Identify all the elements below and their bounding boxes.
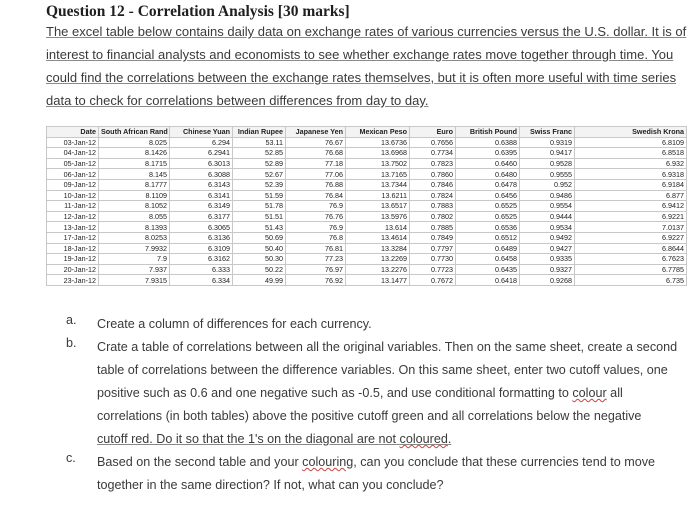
- table-cell: 76.81: [286, 243, 346, 254]
- table-cell: 0.6525: [456, 201, 520, 212]
- table-cell: 13.2276: [346, 264, 410, 275]
- table-cell: 6.333: [170, 264, 233, 275]
- column-header: Japanese Yen: [286, 127, 346, 138]
- table-cell: 0.7734: [410, 148, 456, 159]
- table-cell: 50.22: [233, 264, 286, 275]
- table-cell: 76.8: [286, 232, 346, 243]
- table-cell: 52.39: [233, 179, 286, 190]
- column-header: Date: [47, 127, 99, 138]
- table-cell: 50.69: [233, 232, 286, 243]
- table-cell: 13.6968: [346, 148, 410, 159]
- table-cell: 6.3162: [170, 254, 233, 265]
- table-cell: 76.84: [286, 190, 346, 201]
- table-cell: 6.735: [575, 275, 687, 286]
- table-cell: 09-Jan-12: [47, 179, 99, 190]
- item-line: Based on the second table and your colouring, can you conclude that these currencies tend to move: [97, 455, 655, 469]
- table-cell: 11-Jan-12: [47, 201, 99, 212]
- table-cell: 18-Jan-12: [47, 243, 99, 254]
- table-cell: 04-Jan-12: [47, 148, 99, 159]
- table-cell: 6.8518: [575, 148, 687, 159]
- table-cell: 0.9528: [520, 158, 575, 169]
- table-cell: 6.9184: [575, 179, 687, 190]
- table-cell: 50.30: [233, 254, 286, 265]
- table-cell: 76.92: [286, 275, 346, 286]
- table-cell: 51.43: [233, 222, 286, 233]
- table-cell: 13.5976: [346, 211, 410, 222]
- table-cell: 7.9932: [99, 243, 170, 254]
- table-cell: 13.7344: [346, 179, 410, 190]
- exchange-rate-table: [46, 126, 687, 286]
- table-cell: 0.7656: [410, 137, 456, 148]
- table-cell: 77.06: [286, 169, 346, 180]
- intro-line: The excel table below contains daily data on exchange rates of various currencies versus the U.S. dollar. It is of: [46, 24, 687, 39]
- table-cell: 6.3143: [170, 179, 233, 190]
- table-row: [47, 148, 687, 159]
- table-row: [47, 169, 687, 180]
- table-cell: 8.1109: [99, 190, 170, 201]
- column-header: British Pound: [456, 127, 520, 138]
- question-title: Question 12 - Correlation Analysis [30 marks]: [46, 3, 350, 20]
- table-cell: 23-Jan-12: [47, 275, 99, 286]
- table-cell: 76.68: [286, 148, 346, 159]
- table-cell: 12-Jan-12: [47, 211, 99, 222]
- table-cell: 76.9: [286, 222, 346, 233]
- table-cell: 13.2269: [346, 254, 410, 265]
- table-row: [47, 254, 687, 265]
- table-cell: 0.6458: [456, 254, 520, 265]
- table-cell: 6.9221: [575, 211, 687, 222]
- table-cell: 6.3109: [170, 243, 233, 254]
- table-cell: 0.7730: [410, 254, 456, 265]
- table-cell: 10-Jan-12: [47, 190, 99, 201]
- table-cell: 8.145: [99, 169, 170, 180]
- table-cell: 13.4614: [346, 232, 410, 243]
- column-header: Mexican Peso: [346, 127, 410, 138]
- item-label: b.: [66, 336, 77, 350]
- table-cell: 0.9327: [520, 264, 575, 275]
- table-cell: 0.6489: [456, 243, 520, 254]
- table-cell: 6.3065: [170, 222, 233, 233]
- table-cell: 0.6388: [456, 137, 520, 148]
- table-cell: 0.9554: [520, 201, 575, 212]
- table-cell: 8.1052: [99, 201, 170, 212]
- intro-line: data to check for correlations between differences from day to day.: [46, 93, 429, 108]
- table-cell: 6.3149: [170, 201, 233, 212]
- table-cell: 0.6478: [456, 179, 520, 190]
- table-cell: 8.055: [99, 211, 170, 222]
- table-cell: 17-Jan-12: [47, 232, 99, 243]
- column-header: Euro: [410, 127, 456, 138]
- table-row: [47, 264, 687, 275]
- table-cell: 0.6512: [456, 232, 520, 243]
- question-item-c: [66, 451, 686, 497]
- table-cell: 0.7723: [410, 264, 456, 275]
- table-cell: 0.7846: [410, 179, 456, 190]
- table-cell: 0.9555: [520, 169, 575, 180]
- table-cell: 8.1393: [99, 222, 170, 233]
- table-cell: 06-Jan-12: [47, 169, 99, 180]
- table-cell: 6.294: [170, 137, 233, 148]
- table-cell: 0.6525: [456, 211, 520, 222]
- table-cell: 6.2941: [170, 148, 233, 159]
- table-cell: 13.7165: [346, 169, 410, 180]
- table-cell: 8.1715: [99, 158, 170, 169]
- table-cell: 0.7672: [410, 275, 456, 286]
- table-cell: 6.3088: [170, 169, 233, 180]
- table-row: [47, 201, 687, 212]
- table-cell: 6.8109: [575, 137, 687, 148]
- table-cell: 0.7802: [410, 211, 456, 222]
- table-cell: 13.1477: [346, 275, 410, 286]
- table-cell: 77.23: [286, 254, 346, 265]
- table-cell: 6.9412: [575, 201, 687, 212]
- table-cell: 0.9335: [520, 254, 575, 265]
- table-cell: 77.18: [286, 158, 346, 169]
- table-row: [47, 158, 687, 169]
- question-item-b: [66, 336, 686, 451]
- table-cell: 7.0137: [575, 222, 687, 233]
- table-cell: 05-Jan-12: [47, 158, 99, 169]
- table-cell: 13.6517: [346, 201, 410, 212]
- table-row: [47, 275, 687, 286]
- table-cell: 0.7797: [410, 243, 456, 254]
- table-cell: 8.1426: [99, 148, 170, 159]
- table-cell: 0.7824: [410, 190, 456, 201]
- table-cell: 20-Jan-12: [47, 264, 99, 275]
- table-cell: 76.67: [286, 137, 346, 148]
- table-cell: 6.7785: [575, 264, 687, 275]
- table-cell: 0.9417: [520, 148, 575, 159]
- table-cell: 6.3136: [170, 232, 233, 243]
- table-row: [47, 190, 687, 201]
- table-cell: 13.614: [346, 222, 410, 233]
- table-cell: 0.6435: [456, 264, 520, 275]
- table-row: [47, 211, 687, 222]
- intro-line: could find the correlations between the exchange rates themselves, but it is often more useful with time series: [46, 70, 677, 85]
- table-cell: 0.6480: [456, 169, 520, 180]
- table-row: [47, 222, 687, 233]
- table-cell: 6.3013: [170, 158, 233, 169]
- table-cell: 0.6456: [456, 190, 520, 201]
- item-line: cutoff red. Do it so that the 1's on the diagonal are not coloured.: [97, 432, 452, 446]
- table-cell: 6.9318: [575, 169, 687, 180]
- table-cell: 6.877: [575, 190, 687, 201]
- table-cell: 13.6736: [346, 137, 410, 148]
- table-cell: 13.3284: [346, 243, 410, 254]
- question-intro: [46, 20, 686, 112]
- table-cell: 6.334: [170, 275, 233, 286]
- item-line: positive such as 0.6 and one negative such as -0.5, and use conditional formatting to colour all: [97, 386, 623, 400]
- table-cell: 0.9492: [520, 232, 575, 243]
- item-line: Create a column of differences for each currency.: [97, 317, 372, 331]
- table-cell: 6.7623: [575, 254, 687, 265]
- table-cell: 52.89: [233, 158, 286, 169]
- item-line: correlations (in both tables) above the positive cutoff green and all correlations below the negative: [97, 409, 642, 423]
- item-line: together in the same direction? If not, what can you conclude?: [97, 478, 444, 492]
- table-cell: 6.9227: [575, 232, 687, 243]
- table-cell: 6.3141: [170, 190, 233, 201]
- table-row: [47, 243, 687, 254]
- table-cell: 51.59: [233, 190, 286, 201]
- table-cell: 0.9486: [520, 190, 575, 201]
- table-cell: 6.8644: [575, 243, 687, 254]
- item-line: table of correlations between the difference variables. On this same sheet, enter two cutoff values, one: [97, 363, 668, 377]
- table-cell: 6.932: [575, 158, 687, 169]
- table-cell: 6.3177: [170, 211, 233, 222]
- table-cell: 0.6418: [456, 275, 520, 286]
- column-header: Chinese Yuan: [170, 127, 233, 138]
- table-cell: 76.76: [286, 211, 346, 222]
- column-header: South African Rand: [99, 127, 170, 138]
- intro-line: interest to financial analysts and economists to see whether exchange rates move together through time. You: [46, 47, 674, 62]
- table-row: [47, 179, 687, 190]
- table-cell: 53.11: [233, 137, 286, 148]
- table-cell: 76.88: [286, 179, 346, 190]
- table-cell: 0.6536: [456, 222, 520, 233]
- table-cell: 51.51: [233, 211, 286, 222]
- table-cell: 0.9268: [520, 275, 575, 286]
- table-cell: 8.025: [99, 137, 170, 148]
- question-items: [66, 313, 686, 497]
- table-cell: 0.9427: [520, 243, 575, 254]
- table-header-row: [47, 127, 687, 138]
- column-header: Swiss Franc: [520, 127, 575, 138]
- table-cell: 0.7883: [410, 201, 456, 212]
- table-cell: 8.0253: [99, 232, 170, 243]
- table-cell: 0.952: [520, 179, 575, 190]
- table-cell: 0.6460: [456, 158, 520, 169]
- item-label: c.: [66, 451, 76, 465]
- table-cell: 76.97: [286, 264, 346, 275]
- table-cell: 0.7849: [410, 232, 456, 243]
- table-cell: 13.7502: [346, 158, 410, 169]
- table-cell: 7.9: [99, 254, 170, 265]
- table-cell: 0.9444: [520, 211, 575, 222]
- table-cell: 7.9315: [99, 275, 170, 286]
- question-item-a: [66, 313, 686, 336]
- table-cell: 51.78: [233, 201, 286, 212]
- table-cell: 13-Jan-12: [47, 222, 99, 233]
- table-cell: 52.67: [233, 169, 286, 180]
- table-cell: 0.7823: [410, 158, 456, 169]
- item-label: a.: [66, 313, 77, 327]
- table-row: [47, 232, 687, 243]
- table-cell: 52.85: [233, 148, 286, 159]
- table-cell: 0.7885: [410, 222, 456, 233]
- table-cell: 03-Jan-12: [47, 137, 99, 148]
- column-header: Swedish Krona: [575, 127, 687, 138]
- table-cell: 76.9: [286, 201, 346, 212]
- table-cell: 7.937: [99, 264, 170, 275]
- table-cell: 0.9534: [520, 222, 575, 233]
- table-cell: 0.6395: [456, 148, 520, 159]
- column-header: Indian Rupee: [233, 127, 286, 138]
- table-cell: 50.40: [233, 243, 286, 254]
- item-line: Crate a table of correlations between all the original variables. Then on the same sheet, create a second: [97, 340, 678, 354]
- table-cell: 0.9319: [520, 137, 575, 148]
- table-cell: 49.99: [233, 275, 286, 286]
- table-cell: 13.6211: [346, 190, 410, 201]
- table-cell: 19-Jan-12: [47, 254, 99, 265]
- table-cell: 0.7860: [410, 169, 456, 180]
- table-row: [47, 137, 687, 148]
- table-cell: 8.1777: [99, 179, 170, 190]
